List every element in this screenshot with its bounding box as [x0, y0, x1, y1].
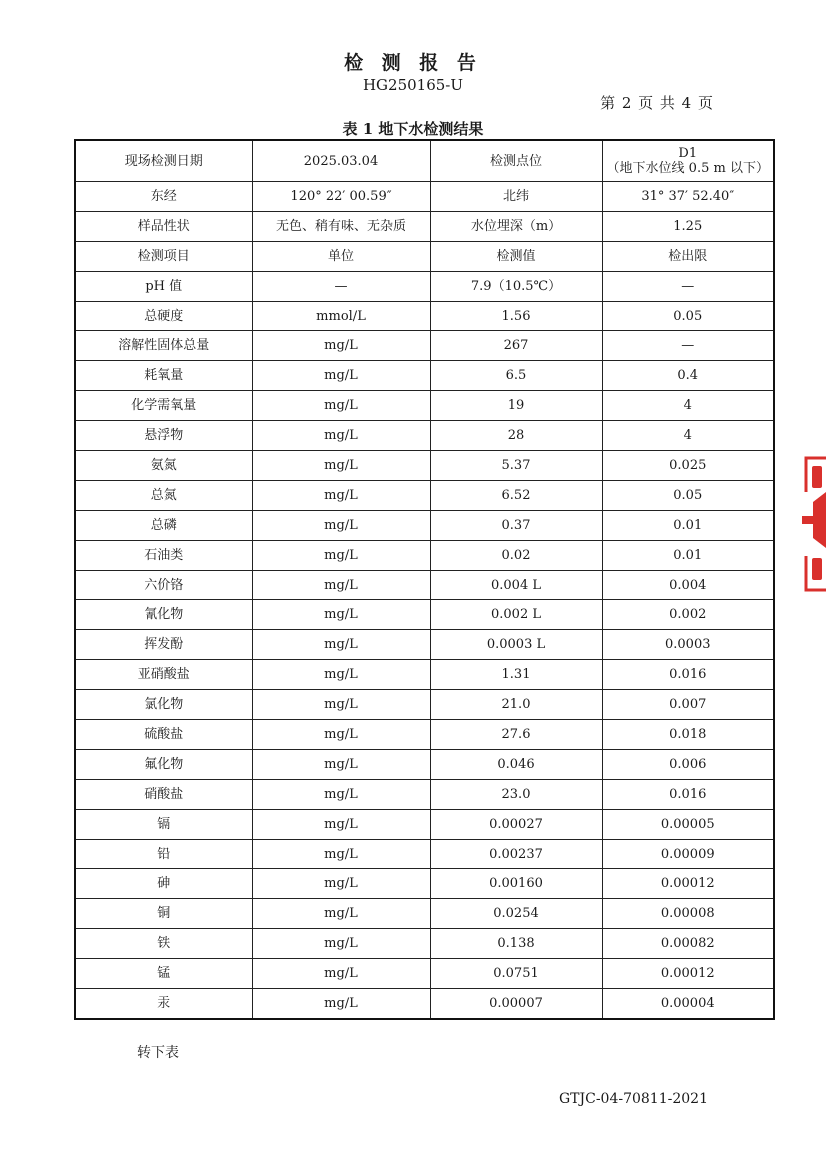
table-cell: 检出限 [602, 241, 774, 271]
table-cell: 铜 [75, 899, 252, 929]
table-cell: 27.6 [430, 720, 602, 750]
continue-note: 转下表 [137, 1045, 179, 1061]
table-cell: 水位埋深（m） [430, 211, 602, 241]
table-cell: 0.4 [602, 361, 774, 391]
table-row [75, 839, 774, 869]
table-cell: mg/L [252, 869, 430, 899]
table-cell: 0.018 [602, 720, 774, 750]
table-cell: mg/L [252, 510, 430, 540]
table-cell: 4 [602, 391, 774, 421]
results-table-wrapper [74, 139, 773, 1020]
table-cell: 亚硝酸盐 [75, 660, 252, 690]
table-cell: 0.00082 [602, 929, 774, 959]
table-row [75, 989, 774, 1019]
table-cell: 23.0 [430, 779, 602, 809]
table-row [75, 809, 774, 839]
table-cell: 31° 37′ 52.40″ [602, 182, 774, 212]
table-cell: 总磷 [75, 510, 252, 540]
table-cell: mg/L [252, 421, 430, 451]
table-cell: 单位 [252, 241, 430, 271]
table-cell: 0.05 [602, 301, 774, 331]
table-cell: 检测项目 [75, 241, 252, 271]
table-row [75, 660, 774, 690]
table-cell: 0.002 [602, 600, 774, 630]
table-row [75, 899, 774, 929]
table-row [75, 331, 774, 361]
table-row [75, 600, 774, 630]
table-cell: pH 值 [75, 271, 252, 301]
table-row [75, 929, 774, 959]
table-cell: 28 [430, 421, 602, 451]
table-cell: 耗氧量 [75, 361, 252, 391]
table-cell: 北纬 [430, 182, 602, 212]
table-cell: 现场检测日期 [75, 140, 252, 182]
table-row [75, 749, 774, 779]
table-cell: 0.046 [430, 749, 602, 779]
table-row [75, 690, 774, 720]
table-cell: 1.56 [430, 301, 602, 331]
table-cell: mg/L [252, 570, 430, 600]
table-cell: mg/L [252, 600, 430, 630]
table-cell: — [252, 271, 430, 301]
table-cell: mg/L [252, 480, 430, 510]
table-cell: 硝酸盐 [75, 779, 252, 809]
table-cell: 铅 [75, 839, 252, 869]
table-cell: 21.0 [430, 690, 602, 720]
table-row [75, 451, 774, 481]
report-number: HG250165-U [362, 76, 464, 94]
table-cell: 东经 [75, 182, 252, 212]
table-cell: 0.025 [602, 451, 774, 481]
table-cell: 无色、稍有味、无杂质 [252, 211, 430, 241]
table-cell: 0.01 [602, 540, 774, 570]
table-cell: 19 [430, 391, 602, 421]
table-cell: 2025.03.04 [252, 140, 430, 182]
table-cell: 锰 [75, 959, 252, 989]
column-header-row [75, 241, 774, 271]
partial-red-seal-icon [800, 452, 826, 596]
table-cell: — [602, 271, 774, 301]
table-row [75, 301, 774, 331]
table-cell: 总硬度 [75, 301, 252, 331]
table-row [75, 959, 774, 989]
page-info: 第 2 页 共 4 页 [600, 94, 714, 112]
table-cell: D1 （地下水位线 0.5 m 以下） [602, 140, 774, 182]
table-cell: 0.0003 L [430, 630, 602, 660]
table-cell: mg/L [252, 809, 430, 839]
table-row [75, 630, 774, 660]
table-cell: mg/L [252, 779, 430, 809]
table-cell: 0.05 [602, 480, 774, 510]
table-cell: mg/L [252, 331, 430, 361]
table-cell: 0.00005 [602, 809, 774, 839]
table-cell: mg/L [252, 630, 430, 660]
table-row [75, 510, 774, 540]
table-cell: 六价铬 [75, 570, 252, 600]
table-cell: 0.01 [602, 510, 774, 540]
table-cell: mg/L [252, 899, 430, 929]
table-row [75, 720, 774, 750]
table-cell: 氟化物 [75, 749, 252, 779]
table-cell: 7.9（10.5℃） [430, 271, 602, 301]
table-cell: 0.00027 [430, 809, 602, 839]
table-caption: 表 1 地下水检测结果 [342, 120, 484, 138]
table-cell: 6.52 [430, 480, 602, 510]
table-cell: 石油类 [75, 540, 252, 570]
table-cell: — [602, 331, 774, 361]
table-row [75, 570, 774, 600]
table-cell: 检测值 [430, 241, 602, 271]
table-cell: 1.31 [430, 660, 602, 690]
table-cell: 溶解性固体总量 [75, 331, 252, 361]
table-cell: 0.004 [602, 570, 774, 600]
table-cell: 1.25 [602, 211, 774, 241]
report-title: 检 测 报 告 [344, 52, 482, 74]
table-row [75, 869, 774, 899]
table-cell: 悬浮物 [75, 421, 252, 451]
table-cell: mg/L [252, 929, 430, 959]
table-cell: 0.002 L [430, 600, 602, 630]
table-cell: mg/L [252, 690, 430, 720]
table-cell: 4 [602, 421, 774, 451]
table-cell: 0.016 [602, 779, 774, 809]
table-cell: 0.0254 [430, 899, 602, 929]
table-cell: mg/L [252, 660, 430, 690]
table-cell: 氯化物 [75, 690, 252, 720]
table-cell: 汞 [75, 989, 252, 1019]
table-cell: mg/L [252, 959, 430, 989]
info-row [75, 211, 774, 241]
table-cell: 267 [430, 331, 602, 361]
table-row [75, 391, 774, 421]
table-cell: 0.00012 [602, 959, 774, 989]
table-cell: mg/L [252, 989, 430, 1019]
table-cell: 120° 22′ 00.59″ [252, 182, 430, 212]
table-cell: 0.006 [602, 749, 774, 779]
table-cell: mg/L [252, 720, 430, 750]
table-cell: mmol/L [252, 301, 430, 331]
info-row [75, 182, 774, 212]
table-cell: 0.00009 [602, 839, 774, 869]
info-row [75, 140, 774, 182]
table-row [75, 361, 774, 391]
table-cell: 0.004 L [430, 570, 602, 600]
table-cell: mg/L [252, 749, 430, 779]
table-cell: 6.5 [430, 361, 602, 391]
table-cell: 5.37 [430, 451, 602, 481]
table-cell: 0.00012 [602, 869, 774, 899]
table-row [75, 271, 774, 301]
table-cell: 0.00004 [602, 989, 774, 1019]
table-cell: 0.02 [430, 540, 602, 570]
table-cell: 检测点位 [430, 140, 602, 182]
table-cell: 0.00008 [602, 899, 774, 929]
table-cell: 砷 [75, 869, 252, 899]
table-cell: 镉 [75, 809, 252, 839]
table-cell: 硫酸盐 [75, 720, 252, 750]
table-cell: 总氮 [75, 480, 252, 510]
table-cell: 0.016 [602, 660, 774, 690]
table-cell: mg/L [252, 839, 430, 869]
table-cell: 0.37 [430, 510, 602, 540]
table-cell: 样品性状 [75, 211, 252, 241]
table-cell: 0.007 [602, 690, 774, 720]
table-cell: mg/L [252, 540, 430, 570]
results-table [74, 139, 775, 1020]
table-cell: 0.0003 [602, 630, 774, 660]
table-cell: 0.00160 [430, 869, 602, 899]
table-row [75, 779, 774, 809]
table-row [75, 421, 774, 451]
table-cell: 化学需氧量 [75, 391, 252, 421]
table-cell: mg/L [252, 391, 430, 421]
table-cell: mg/L [252, 361, 430, 391]
document-code: GTJC-04-70811-2021 [558, 1091, 708, 1107]
table-cell: 氰化物 [75, 600, 252, 630]
table-row [75, 540, 774, 570]
table-cell: 氨氮 [75, 451, 252, 481]
table-cell: mg/L [252, 451, 430, 481]
table-row [75, 480, 774, 510]
table-cell: 0.138 [430, 929, 602, 959]
table-cell: 铁 [75, 929, 252, 959]
table-cell: 0.00237 [430, 839, 602, 869]
table-cell: 0.0751 [430, 959, 602, 989]
table-cell: 0.00007 [430, 989, 602, 1019]
table-cell: 挥发酚 [75, 630, 252, 660]
